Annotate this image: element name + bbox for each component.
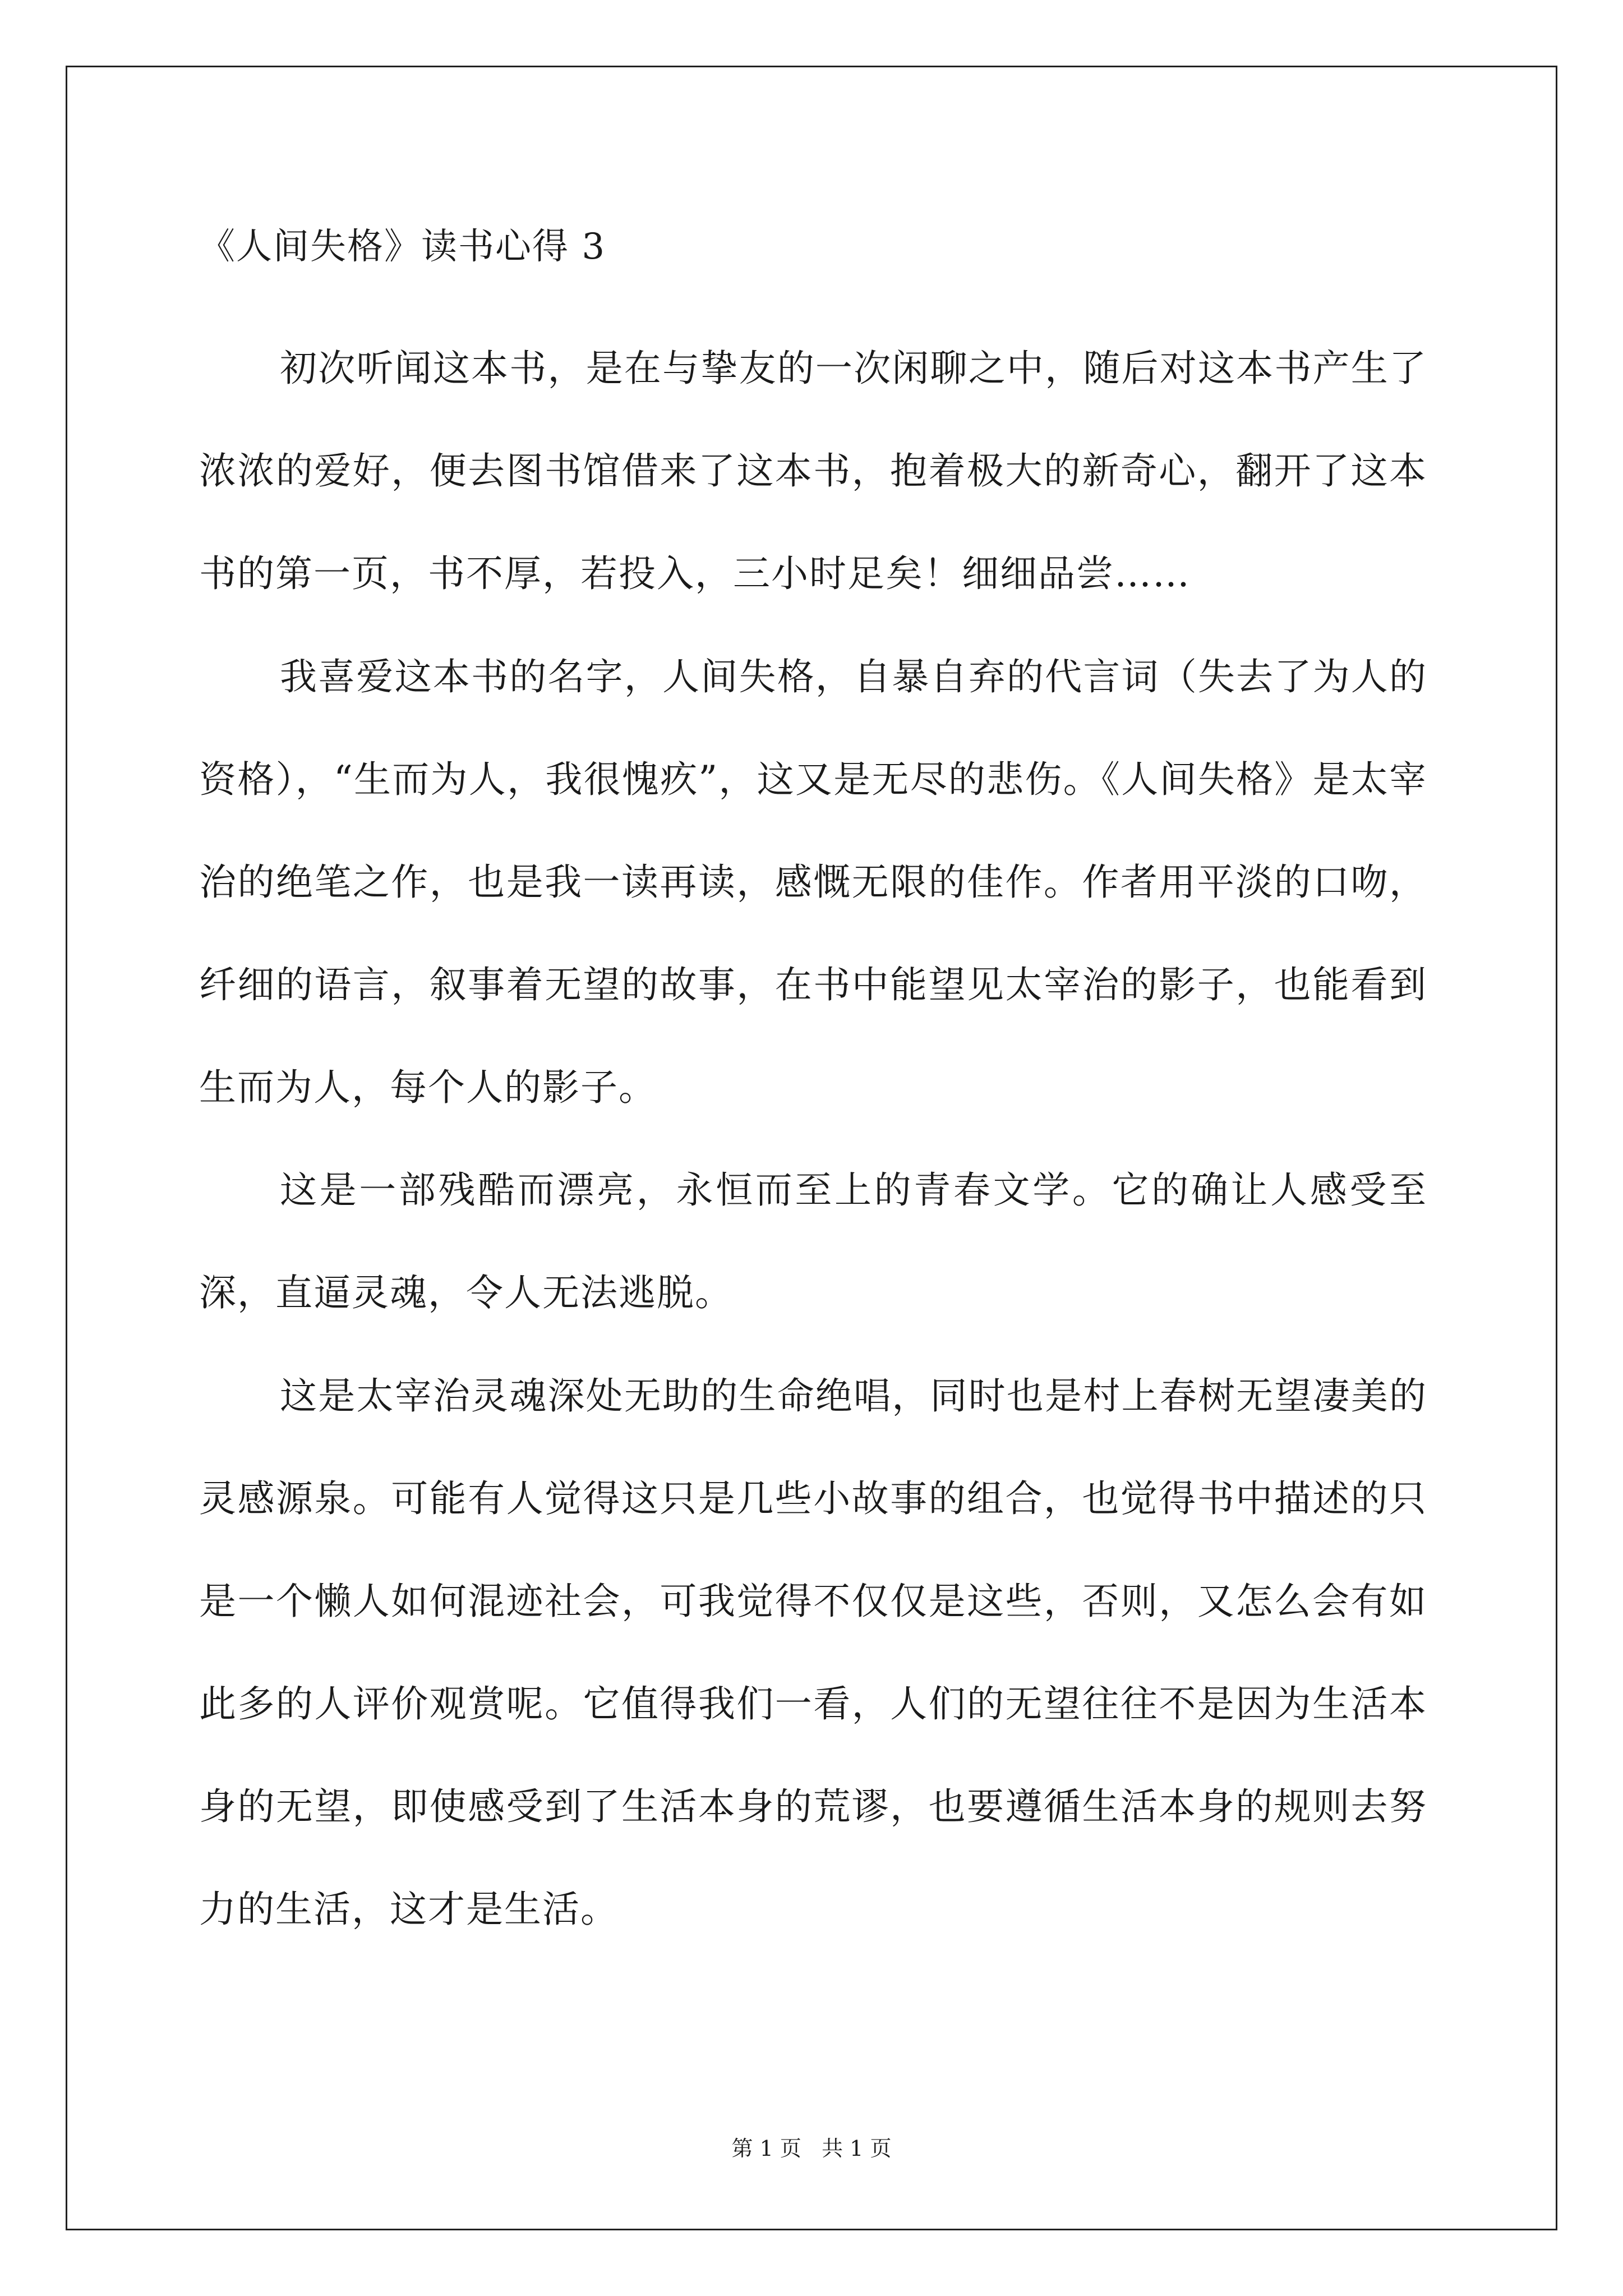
paragraph-3: 这是一部残酷而漂亮，永恒而至上的青春文学。它的确让人感受至深，直逼灵魂，令人无法逃脱。 [199,1168,1427,1314]
document-title: 《人间失格》读书心得 3 [199,226,606,268]
paragraph-1: 初次听闻这本书，是在与挚友的一次闲聊之中，随后对这本书产生了浓浓的爱好，便去图书馆借来了这本书，抱着极大的新奇心，翻开了这本书的第一页，书不厚，若投入，三小时足矣！细细品尝…… [199,347,1427,595]
page-number-footer: 第 1 页 共 1 页 [731,2136,892,2161]
paragraph-2: 我喜爱这本书的名字，人间失格，自暴自弃的代言词（失去了为人的资格），“生而为人，我很愧疚”，这又是无尽的悲伤。《人间失格》是太宰治的绝笔之作，也是我一读再读，感慨无限的佳作。作者用平淡的口吻，纤细的语言，叙事着无望的故事，在书中能望见太宰治的影子，也能看到生而为人，每个人的影子。 [199,655,1427,1109]
paragraph-4: 这是太宰治灵魂深处无助的生命绝唱，同时也是村上春树无望凄美的灵感源泉。可能有人觉得这只是几些小故事的组合，也觉得书中描述的只是一个懒人如何混迹社会，可我觉得不仅仅是这些，否则，又怎么会有如此多的人评价观赏呢。它值得我们一看，人们的无望往往不是因为生活本身的无望，即使感受到了生活本身的荒谬，也要遵循生活本身的规则去努力的生活，这才是生活。 [199,1374,1427,1931]
